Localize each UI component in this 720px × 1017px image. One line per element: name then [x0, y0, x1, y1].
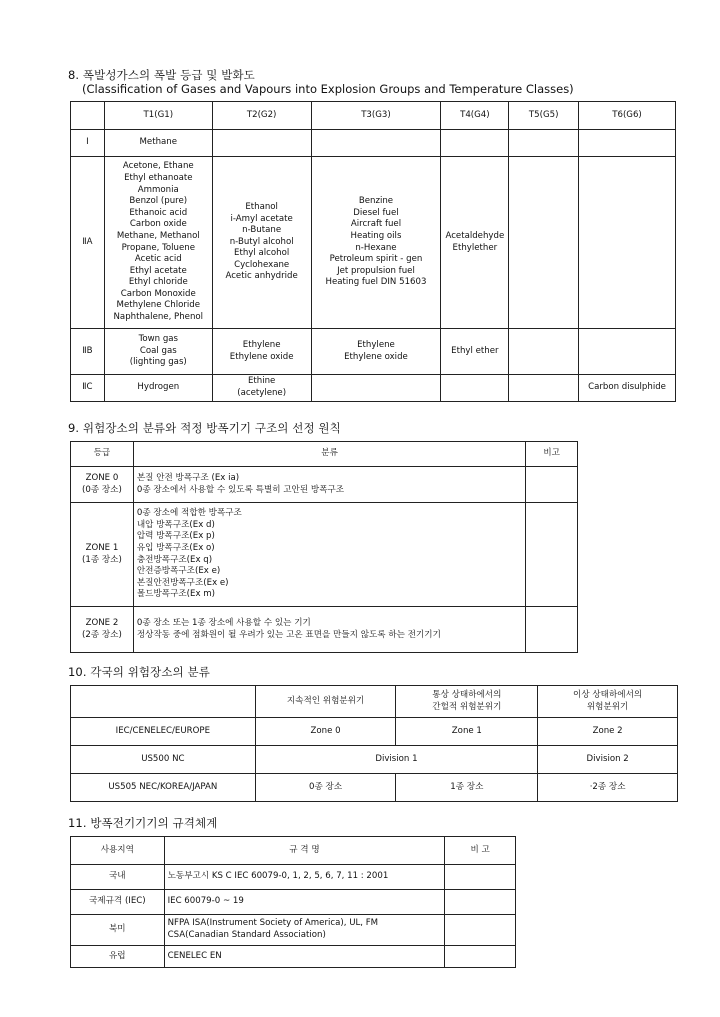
section9-title: 9. 위험장소의 분류와 적정 방폭기기 구조의 선정 원칙	[68, 421, 341, 435]
table-header-row	[71, 837, 516, 865]
table-row	[71, 503, 578, 607]
classification-cell: Division 1	[255, 746, 538, 774]
spec-note	[445, 946, 516, 968]
classification-cell: Zone 0	[255, 718, 396, 746]
table-row	[71, 915, 516, 946]
gas-cell: Hydrogen	[104, 375, 212, 402]
zone-note	[526, 503, 578, 607]
table-row	[71, 774, 678, 802]
gas-cell: Ethylene Ethylene oxide	[212, 329, 311, 375]
gas-cell: Ethine (acetylene)	[212, 375, 311, 402]
region-label: 유럽	[71, 946, 165, 968]
zone-grade: ZONE 1 (1종 장소)	[71, 503, 134, 607]
gas-cell: Benzine Diesel fuel Aircraft fuel Heating oils n-Hexane Petroleum spirit - gen Jet propulsion fuel Heating fuel DIN 51603	[311, 157, 441, 329]
classification-cell: Division 2	[538, 746, 678, 774]
header-cell: 등급	[71, 442, 134, 467]
header-cell: 분류	[133, 442, 525, 467]
header-cell: T3(G3)	[311, 102, 441, 130]
spec-cell: 노동부고시 KS C IEC 60079-0, 1, 2, 5, 6, 7, 11 : 2001	[164, 865, 445, 890]
zone-description: 0종 장소에 적합한 방폭구조 내압 방폭구조(Ex d) 압력 방폭구조(Ex p) 유입 방폭구조(Ex o) 충전방폭구조(Ex q) 안전증방폭구조(Ex e) 본질안전방폭구조(Ex e) 몰드방폭구조(Ex m)	[133, 503, 525, 607]
classification-cell: Zone 1	[396, 718, 538, 746]
header-cell: T4(G4)	[441, 102, 509, 130]
table-row	[71, 467, 578, 503]
region-label: 북미	[71, 915, 165, 946]
header-cell: T5(G5)	[509, 102, 579, 130]
header-cell: 규 격 명	[164, 837, 445, 865]
row-label: US505 NEC/KOREA/JAPAN	[71, 774, 256, 802]
country-classification-table	[70, 685, 678, 802]
classification-cell: ·2종 장소	[538, 774, 678, 802]
group-label: ⅡA	[71, 157, 105, 329]
header-cell: T2(G2)	[212, 102, 311, 130]
section10-title: 10. 각국의 위험장소의 분류	[68, 665, 210, 679]
table-row	[71, 946, 516, 968]
header-cell: T6(G6)	[579, 102, 676, 130]
spec-cell: IEC 60079-0 ~ 19	[164, 890, 445, 915]
gas-cell: Acetone, Ethane Ethyl ethanoate Ammonia Benzol (pure) Ethanoic acid Carbon oxide Methane, Methanol Propane, Toluene Acetic acid Ethyl acetate Ethyl chloride Carbon Monoxide Methylene Chloride Naphthalene, Phenol	[104, 157, 212, 329]
zone-description: 본질 안전 방폭구조 (Ex ia) 0종 장소에서 사용할 수 있도록 특별히 고안된 방폭구조	[133, 467, 525, 503]
standards-table	[70, 836, 516, 968]
row-label: US500 NC	[71, 746, 256, 774]
gas-classification-table	[70, 101, 676, 402]
region-label: 국내	[71, 865, 165, 890]
group-label: ⅡB	[71, 329, 105, 375]
table-row	[71, 607, 578, 653]
header-cell: 지속적인 위험분위기	[255, 686, 396, 718]
section8-title: 8. 폭발성가스의 폭발 등급 및 발화도	[68, 68, 255, 82]
table-row	[71, 746, 678, 774]
table-header-row	[71, 686, 678, 718]
header-cell: T1(G1)	[104, 102, 212, 130]
classification-cell: 1종 장소	[396, 774, 538, 802]
gas-cell: Town gas Coal gas (lighting gas)	[104, 329, 212, 375]
table-row	[71, 718, 678, 746]
row-label: IEC/CENELEC/EUROPE	[71, 718, 256, 746]
header-cell: 사용지역	[71, 837, 165, 865]
gas-cell: Ethyl ether	[441, 329, 509, 375]
table-row	[71, 865, 516, 890]
table-row	[71, 375, 676, 402]
header-cell: 비 고	[445, 837, 516, 865]
classification-cell: Zone 2	[538, 718, 678, 746]
group-label: I	[71, 130, 105, 157]
section8-subtitle: (Classification of Gases and Vapours into Explosion Groups and Temperature Classes)	[82, 82, 574, 96]
gas-cell: Ethylene Ethylene oxide	[311, 329, 441, 375]
table-header-row	[71, 102, 676, 130]
spec-note	[445, 890, 516, 915]
header-cell: 통상 상태하에서의 간헐적 위험분위기	[396, 686, 538, 718]
header-cell: 비고	[526, 442, 578, 467]
gas-cell: Acetaldehyde Ethylether	[441, 157, 509, 329]
gas-cell: Carbon disulphide	[579, 375, 676, 402]
table-header-row	[71, 442, 578, 467]
spec-note	[445, 915, 516, 946]
group-label: ⅡC	[71, 375, 105, 402]
zone-grade: ZONE 0 (0종 장소)	[71, 467, 134, 503]
spec-note	[445, 865, 516, 890]
table-row	[71, 157, 676, 329]
region-label: 국제규격 (IEC)	[71, 890, 165, 915]
gas-cell: Ethanol i-Amyl acetate n-Butane n-Butyl alcohol Ethyl alcohol Cyclohexane Acetic anhydride	[212, 157, 311, 329]
zone-grade: ZONE 2 (2종 장소)	[71, 607, 134, 653]
hazard-zone-table	[70, 441, 578, 653]
section11-title: 11. 방폭전기기기의 규격체계	[68, 816, 218, 830]
header-cell: 이상 상태하에서의 위험분위기	[538, 686, 678, 718]
zone-description: 0종 장소 또는 1종 장소에 사용할 수 있는 기기 정상작동 중에 점화원이 될 우려가 있는 고온 표면을 만들지 않도록 하는 전기기기	[133, 607, 525, 653]
table-row	[71, 890, 516, 915]
table-row	[71, 130, 676, 157]
zone-note	[526, 467, 578, 503]
spec-cell: NFPA ISA(Instrument Society of America), UL, FM CSA(Canadian Standard Association)	[164, 915, 445, 946]
classification-cell: 0종 장소	[255, 774, 396, 802]
gas-cell: Methane	[104, 130, 212, 157]
zone-note	[526, 607, 578, 653]
table-row	[71, 329, 676, 375]
spec-cell: CENELEC EN	[164, 946, 445, 968]
